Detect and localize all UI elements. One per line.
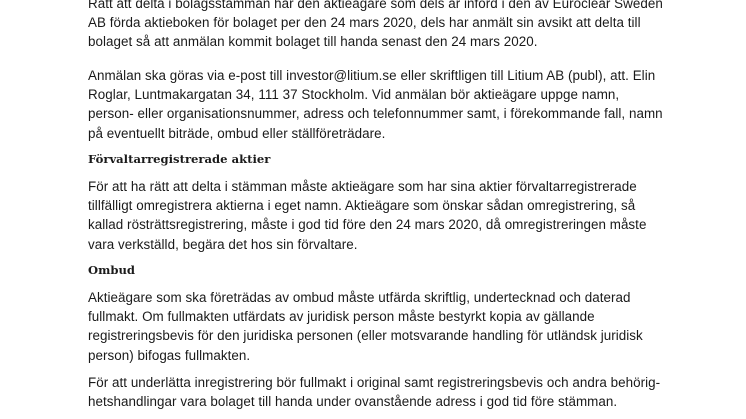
- text-line: AB förda aktieboken för bolaget per den 24 mars 2020, dels har anmält sin avsikt att delta till: [88, 15, 641, 31]
- text-line: person) bifogas fullmakten.: [88, 347, 251, 363]
- text-line: hetshandlingar vara bolaget till handa under ovanstående adress i god tid före stämman.: [88, 394, 618, 410]
- heading-nominee-registered-shares: Förvaltarregistrerade aktier: [88, 152, 271, 166]
- text-line: kallad rösträttsregistrering, måste i god tid före den 24 mars 2020, då omregistreringen måste: [88, 217, 647, 233]
- text-line: registreringsbevis för den juridiska personen (eller motsvarande handling för utländsk juridisk: [88, 328, 643, 344]
- text-line: vara verkställd, begära det hos sin förvaltare.: [88, 236, 358, 252]
- heading-proxy: Ombud: [88, 263, 136, 277]
- paragraph-proxy-requirements: [88, 288, 668, 365]
- text-line: Rätt att delta i bolagsstämman har den aktieägare som dels är införd i den av Euroclear Sweden: [88, 0, 663, 11]
- text-line: Aktieägare som ska företrädas av ombud måste utfärda skriftlig, undertecknad och daterad: [88, 290, 631, 305]
- text-line: För att ha rätt att delta i stämman måste aktieägare som har sina aktier förvaltarregistrerade: [88, 179, 637, 194]
- paragraph-attendance-right: [88, 0, 668, 52]
- paragraph-proxy-original: [88, 373, 668, 411]
- paragraph-registration: [88, 66, 668, 143]
- text-line: bolaget så att anmälan kommit bolaget till handa senast den 24 mars 2020.: [88, 34, 538, 50]
- paragraph-nominee-registration: [88, 177, 668, 254]
- text-line: person- eller organisationsnummer, adress och telefonnummer samt, i förekommande fall, namn: [88, 106, 663, 122]
- text-line: För att underlätta inregistrering bör fullmakt i original samt registreringsbevis och andra behörig-: [88, 375, 661, 390]
- text-line: fullmakt. Om fullmakten utfärdats av juridisk person måste bestyrkt kopia av gällande: [88, 309, 595, 325]
- text-line: Anmälan ska göras via e-post till investor@litium.se eller skriftligen till Litium AB (publ), att. Elin: [88, 68, 656, 83]
- text-line: tillfälligt omregistrera aktierna i eget namn. Aktieägare som önskar sådan omregistrering, så: [88, 198, 636, 214]
- text-line: på eventuellt biträde, ombud eller ställföreträdare.: [88, 125, 386, 141]
- text-line: Roglar, Luntmakargatan 34, 111 37 Stockholm. Vid anmälan bör aktieägare uppge namn,: [88, 87, 620, 103]
